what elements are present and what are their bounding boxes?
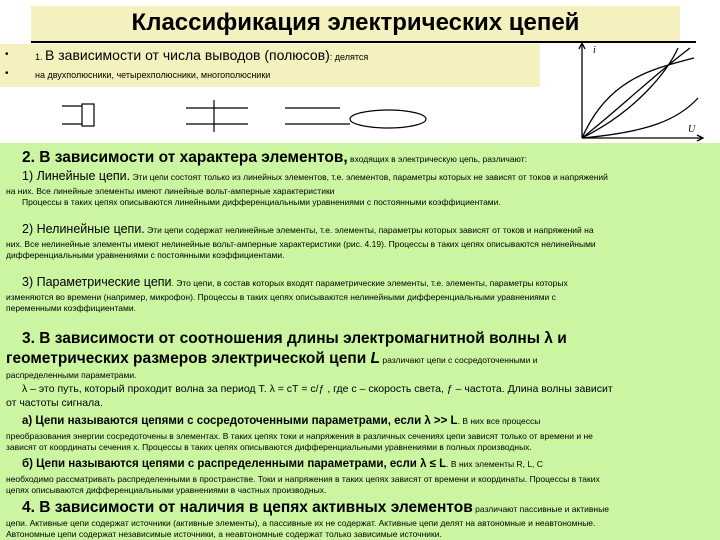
characteristic-curve xyxy=(582,58,694,138)
section-3-heading: геометрических размеров электрической цепи xyxy=(6,350,367,367)
nonlinear-circuits-line xyxy=(22,224,594,236)
parametric-circuits-label: 3) Параметрические цепи xyxy=(22,275,172,289)
nonlinear-circuits-text: Эти цепи содержат нелинейные элементы, т.е. элементы, параметры которых зависят от токов и напряжений на xyxy=(144,225,594,235)
characteristic-curve xyxy=(582,48,690,138)
distributed-circuits-label: б) Цепи называются цепями с распределенными параметрами, если λ ≤ L xyxy=(22,458,447,470)
lumped-circuits-line xyxy=(22,414,540,429)
parametric-circuits-line xyxy=(22,277,568,289)
section-1-tail: : делятся xyxy=(329,52,369,62)
parametric-circuits-text: . Это цепи, в состав которых входят параметрические элементы, т.е. элементы, параметры которых xyxy=(171,278,568,288)
section-2-heading-line xyxy=(22,149,528,166)
section-2-heading: 2. В зависимости от характера элементов, xyxy=(22,149,348,166)
linear-circuits-text: на них. Все линейные элементы имеют линейные вольт-амперные характеристики xyxy=(6,186,335,196)
pole-diagrams xyxy=(50,88,490,148)
section-3-heading-tail: различают цепи с сосредоточенными и xyxy=(380,355,538,365)
lumped-circuits-text: преобразования энергии сосредоточены в элементах. В таких цепях токи и напряжения в различных сечениях цепи зависят только от времени и не xyxy=(6,431,593,441)
lumped-circuits-text: зависят от координаты сечения х. Процессы в таких цепях описываются дифференциальными уравнениями в полных производных. xyxy=(6,442,532,452)
section-3-heading-line xyxy=(6,349,537,370)
parametric-circuits-text: переменными коэффициентами. xyxy=(6,303,136,313)
section-4-heading-tail: различают пассивные и активные xyxy=(472,504,609,514)
multi-pole-body xyxy=(350,110,426,128)
bullet-marker: • xyxy=(5,49,9,60)
section-1-types: на двухполюсники, четырехполюсники, многополюсники xyxy=(35,70,271,80)
graph-x-label: U xyxy=(688,124,696,135)
characteristic-curve xyxy=(582,48,678,138)
bullet-marker: • xyxy=(5,68,9,79)
graph-y-label: i xyxy=(593,45,596,56)
section-2-heading-tail: входящих в электрическую цепь, различают: xyxy=(347,154,528,164)
nonlinear-circuits-text: дифференциальными уравнениями с постоянными коэффициентами. xyxy=(6,250,285,260)
nonlinear-circuits-label: 2) Нелинейные цепи. xyxy=(22,222,145,236)
section-4-heading: 4. В зависимости от наличия в цепях активных элементов xyxy=(22,499,473,516)
length-symbol: L xyxy=(366,350,381,367)
linear-circuits-line xyxy=(22,171,608,183)
section-3-heading: 3. В зависимости от соотношения длины электромагнитной волны λ и xyxy=(22,330,567,347)
section-4-heading-line xyxy=(22,499,609,518)
two-pole-box xyxy=(82,104,94,126)
vac-graph xyxy=(578,40,708,142)
section-4-text: Автономные цепи содержат независимые источники, а неавтономные содержат только зависимые источники. xyxy=(6,529,442,539)
lumped-circuits-label: а) Цепи называются цепями с сосредоточенными параметрами, если λ >> L xyxy=(22,415,458,427)
linear-circuits-label: 1) Линейные цепи. xyxy=(22,169,131,183)
characteristic-curve xyxy=(582,98,698,138)
lumped-circuits-text: . В них все процессы xyxy=(457,416,541,426)
distributed-circuits-line xyxy=(22,457,543,472)
section-3-text: распределенными параметрами. xyxy=(6,370,137,380)
wavelength-text: от частоты сигнала. xyxy=(6,397,103,409)
nonlinear-circuits-text: них. Все нелинейные элементы имеют нелинейные вольт-амперные характеристики (рис. 4.19). Процессы в таких цепях описываются нелинейными xyxy=(6,239,596,249)
linear-circuits-text: Процессы в таких цепях описываются линейными дифференциальными уравнениями с постоянными коэффициентами. xyxy=(22,197,501,207)
distributed-circuits-text: цепях описываются дифференциальными уравнениями в частных производных. xyxy=(6,485,327,495)
section-1-heading: В зависимости от числа выводов (полюсов) xyxy=(45,47,330,63)
wavelength-text: λ – это путь, который проходит волна за период Т. λ = сТ = с/ƒ , где с – скорость света, ƒ – частота. Длина волны зависит xyxy=(22,383,613,395)
section-1-line xyxy=(35,47,368,63)
parametric-circuits-text: изменяются во времени (например, микрофон). Процессы в таких цепях описываются нелинейными дифференциальными уравнениями с xyxy=(6,292,556,302)
page-title: Классификация электрических цепей xyxy=(131,9,580,36)
distributed-circuits-text: . В них элементы R, L, C xyxy=(446,459,543,469)
section-1-number: 1. xyxy=(35,52,43,62)
linear-circuits-text: Эти цепи состоят только из линейных элементов, т.е. элементов, параметры которых не зависят от токов и напряжений xyxy=(130,172,608,182)
distributed-circuits-text: необходимо рассматривать распределенными в пространстве. Токи и напряжения в таких цепях зависят от времени и координаты. Процессы в таких xyxy=(6,474,600,484)
section-4-text: цепи. Активные цепи содержат источники (активные элементы), а пассивные их не содержат. Активные цепи делят на автономные и неавтономные. xyxy=(6,518,596,528)
